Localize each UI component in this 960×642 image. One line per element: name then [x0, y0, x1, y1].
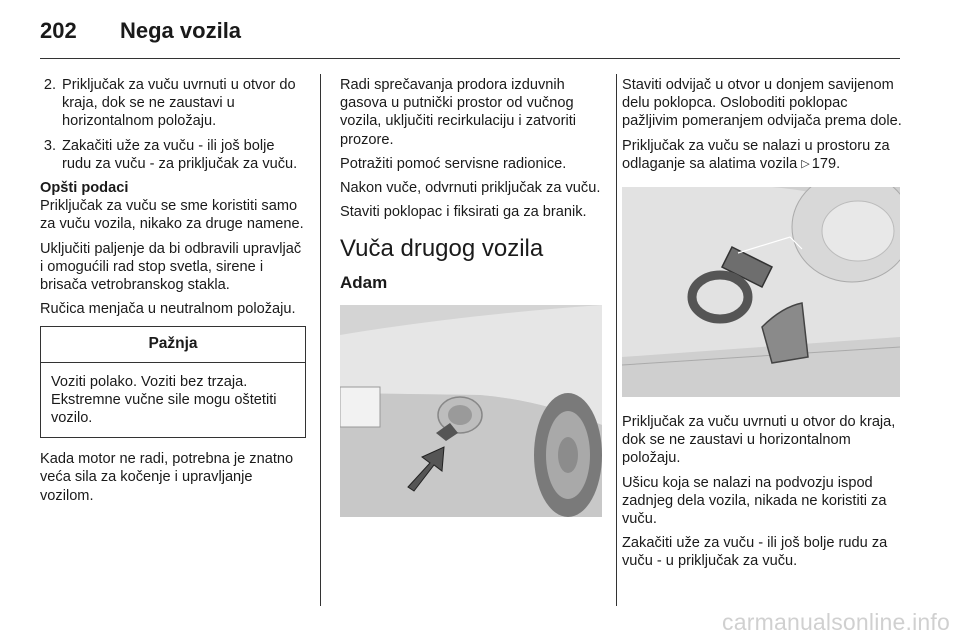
- cover-paragraph: Staviti poklopac i fiksirati ga za branik.: [340, 204, 587, 221]
- step-number: 2.: [43, 77, 56, 93]
- step-text: Priključak za vuču uvrnuti u otvor do kraja, dok se ne zaustavi u horizontalnom položaju.: [62, 77, 296, 130]
- column-3: [622, 76, 902, 577]
- gear-paragraph: Ručica menjača u neutralnom položaju.: [40, 301, 296, 318]
- service-paragraph: Potražiti pomoć servisne radionice.: [340, 155, 567, 172]
- tow-eye-photo: [622, 187, 900, 397]
- rear-bumper-photo: [340, 305, 602, 517]
- step-number: 3.: [43, 137, 56, 154]
- screw-in-paragraph: Priključak za vuču uvrnuti u otvor do kraja, dok se ne zaustavi u horizontalnom položaju.: [622, 414, 896, 467]
- attach-paragraph: Zakačiti uže za vuču - ili još bolje rudu za vuču - u priključak za vuču.: [622, 535, 888, 570]
- column-1: [40, 76, 306, 511]
- general-heading: Opšti podaci: [40, 180, 129, 197]
- page-number: 202: [40, 18, 77, 43]
- page-title: Nega vozila: [120, 18, 242, 43]
- page-header: [40, 18, 241, 48]
- location-text: Priključak za vuču se nalazi u prostoru za odlaganje sa alatima vozila: [622, 137, 890, 172]
- location-paragraph: [622, 137, 902, 173]
- step-item: [40, 76, 306, 131]
- step-item: [40, 137, 306, 173]
- column-divider-1: [320, 74, 321, 606]
- step-text: Zakačiti uže za vuču - ili još bolje rudu za vuču - za priključak za vuču.: [62, 137, 298, 172]
- column-divider-2: [616, 74, 617, 606]
- warning-text: Voziti polako. Voziti bez trzaja. Ekstremne vučne sile mogu oštetiti vozilo.: [51, 373, 277, 427]
- section-heading: Vuča drugog vozila: [340, 235, 544, 263]
- engine-paragraph: Kada motor ne radi, potrebna je znatno veća sila za kočenje i upravljanje vozilom.: [40, 451, 294, 504]
- rear-bumper-illustration: [340, 305, 602, 517]
- general-text: Priključak za vuču se sme koristiti samo za vuču vozila, nikako za druge namene.: [40, 198, 304, 233]
- after-towing-paragraph: Nakon vuče, odvrnuti priključak za vuču.: [340, 180, 601, 197]
- page-reference[interactable]: 179.: [811, 155, 841, 172]
- subsection-heading: Adam: [340, 273, 388, 293]
- page-reference-icon: ▷: [801, 157, 810, 170]
- column-2: [340, 76, 606, 517]
- warning-box: [40, 326, 306, 438]
- watermark: carmanualsonline.info: [722, 609, 950, 635]
- exhaust-paragraph: Radi sprečavanja prodora izduvnih gasova u putnički prostor od vučnog vozila, uključiti recirkulaciju i zatvoriti prozore.: [340, 77, 577, 148]
- warning-title: Pažnja: [41, 327, 305, 362]
- header-divider: [40, 58, 900, 59]
- eye-paragraph: Ušicu koja se nalazi na podvozju ispod zadnjeg dela vozila, nikada ne koristiti za vuču.: [622, 474, 887, 528]
- tow-eye-illustration: [622, 187, 900, 397]
- ignition-paragraph: Uključiti paljenje da bi odbravili upravljač i omogućili rad stop svetla, sirene i brisača vetrobranskog stakla.: [40, 240, 302, 294]
- screwdriver-paragraph: Staviti odvijač u otvor u donjem savijenom delu poklopca. Osloboditi poklopac pažljivim pomeranjem odvijača prema dole.: [622, 77, 902, 130]
